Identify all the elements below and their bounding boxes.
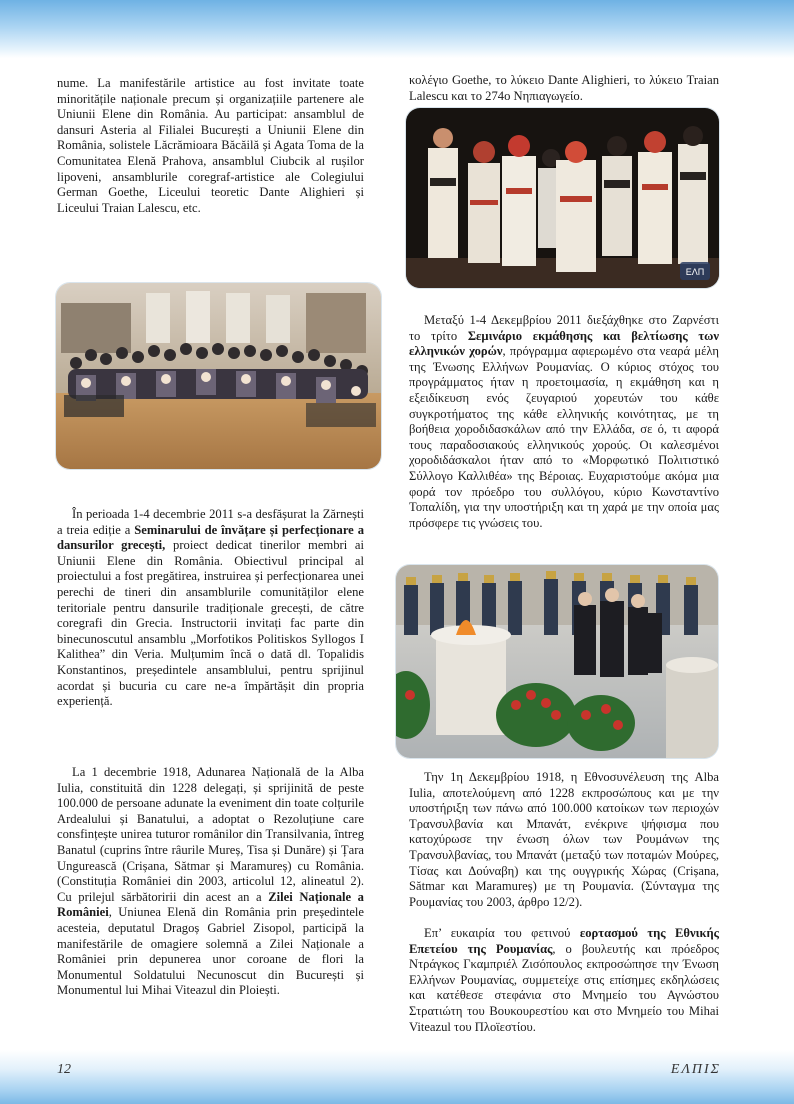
- ceremony-photo: [396, 565, 718, 758]
- right-col-text-2: [409, 313, 719, 531]
- left-col-text-3: [57, 765, 364, 999]
- dancers-photo: [406, 108, 719, 288]
- page-number: 12: [57, 1062, 71, 1077]
- right-col-text-4: [409, 926, 719, 1035]
- paragraph: Μεταξύ 1-4 Δεκεμβρίου 2011 διεξάχθηκε στο Ζαρνέστι το τρίτο Σεμινάριο εκμάθησης και βελτίωσης των ελληνικών χορών, πρόγραμμα αφιερωμένο στα νεαρά μέλη της Ένωσης Ελλήνων Ρουμανίας. Ο κύριος στόχος του προγράμματος ήταν η προετοιμασία, η εκμάθηση και η εξειδίκευση ενός ζευγαριού χορευτών του κάθε συγκροτήματος της κάθε ελληνικής κοινότητας, με τη βοήθεια χοροδιδασκάλων από την Ελλάδα, σε ό, τι αφορά τους παραδοσιακούς ελληνικούς χορούς. Οι καλεσμένοι χοροδιδάσκαλοι ήταν από το «Μορφωτικό Πολιτιστικό Σύλλογο Καλλιθέα» της Βέροιας. Ευχαριστούμε ακόμα μια φορά τον πρόεδρο του συλλόγου, κύριο Κωνσταντίνο Τοπαλίδη, για την υποστήριξη και τη χαρά με την οποία μας πρόσφερε τις γνώσεις του.: [409, 313, 719, 530]
- magazine-title: ΕΛΠΙΣ: [670, 1062, 721, 1077]
- paragraph: Την 1η Δεκεμβρίου 1918, η Εθνοσυνέλευση της Alba Iulia, αποτελούμενη από 1228 εκπροσώπους και με την υποστήριξη των πάνω από 100.000 κατοίκων των περιοχών Τρανσυλβανία και Μπανάτ, ενέκρινε ψήφισμα που κατοχύρωσε την ένωση όλων των Ρουμάνων της Τρανσυλβανίας, του Μπανάτ (μεταξύ των ποταμών Μούρες, Τίσας και Δούναβη) και της ουγγρικής Χώρας (Crișana, Sătmar και Maramureș) με τη Ρουμανία. (Σύνταγμα της Ρουμανίας του 2003, άρθρο 12/2).: [409, 770, 719, 909]
- paragraph: În perioada 1-4 decembrie 2011 s-a desfășurat la Zărnești a treia ediție a Seminarului de învățare și perfecționare a dansurilor grecești, proiect dedicat tinerilor membri ai Uniunii Elene din România. Obiectivul principal al proiectului a fost pregătirea, instruirea și perfecționarea unei perechi de tineri din ansamblurile comunităților elene teritoriale pentru dansurile tradiționale grecești, de către coregrafi din Grecia. Instructorii invitați fac parte din binecunoscutul ansamblu „Morfotikos Politiskos Syllogos I Kalithea” din Veria. Mulțumim încă o dată dl. Topalidis Konstantinos, președintele ansamblului, pentru sprijinul acordat și bucuria cu care ne-a împărtășit din propria experiență.: [57, 507, 364, 709]
- group-photo: [56, 283, 381, 469]
- header-band: [0, 0, 794, 58]
- paragraph: Επ’ ευκαιρία του φετινού εορτασμού της Εθνικής Επετείου της Ρουμανίας, ο βουλευτής και πρόεδρος Ντράγκος Γκαμπριέλ Ζισόπουλος εκπροσώπησε την Ένωση Ελλήνων Ρουμανίας, συμμετείχε στις επίσημες εκδηλώσεις και κατέθεσε στεφάνια στο Μνημείο του Αγνώστου Στρατιώτη του Βουκουρεστίου και στο Μνημείο του Mihai Viteazul του Πλοϊεστίου.: [409, 926, 719, 1034]
- right-col-text-1: [409, 73, 719, 104]
- left-col-text-2: [57, 507, 364, 710]
- paragraph: La 1 decembrie 1918, Adunarea Națională de la Alba Iulia, constituită din 1228 delegați, și sprijinită de peste 100.000 de persoane adunate la eveniment din toate colțurile Ardealului și Banatului, a adoptat o Rezoluțiune care consfințește unirea tuturor românilor din Transilvania, întreg Banatul (cuprins între râurile Mureș, Tisa și Dunăre) și Țara Ungurească (Crișana, Sătmar și Maramureș) cu România. (Constituția României din 2003, articolul 12, alineatul 2). Cu prilejul sărbătoririi din acest an a Zilei Naționale a României, Uniunea Elenă din România prin președintele acesteia, deputatul Dragoș Gabriel Zisopol, participă la manifestările de omagiere solemnă a Zilei Naționale a României prin depunerea unor coroane de flori la Monumentul Soldatului Necunoscut din București și Monumentul lui Mihai Viteazul din Ploiești.: [57, 765, 364, 998]
- paragraph: κολέγιο Goethe, το λύκειο Dante Alighieri, το λύκειο Traian Lalescu και το 274ο Νηπιαγωγείο.: [409, 73, 719, 103]
- bold-phrase: Zilei Naționale a României: [57, 889, 364, 920]
- bold-phrase: Σεμινάριο εκμάθησης και βελτίωσης των ελληνικών χορών: [409, 328, 719, 359]
- bold-phrase: εορτασμού της Εθνικής Επετείου της Ρουμανίας: [409, 926, 719, 956]
- photo-logo-badge: ΕΛΠ: [685, 267, 705, 277]
- left-col-text-1: [57, 76, 364, 216]
- paragraph: nume. La manifestările artistice au fost invitate toate minoritățile naționale precum și organizațiile partenere ale Uniunii Elene din România. Au participat: ansamblul de dansuri Asteria al Filialei București a Uniunii Elene din România, solistele Lăcrămioara Băcăilă și Agata Toma de la Comunitatea Elenă Prahova, ansamblul Ciubcik al rușilor lipoveni, ansamblurile coregraf-artistice ale Colegiului German Goethe, Liceului teoretic Dante Alighieri și Liceului Traian Lalescu, etc.: [57, 76, 364, 215]
- right-col-text-3: [409, 770, 719, 910]
- bold-phrase: Seminarului de învățare și perfecționare a dansurilor grecești,: [57, 522, 364, 553]
